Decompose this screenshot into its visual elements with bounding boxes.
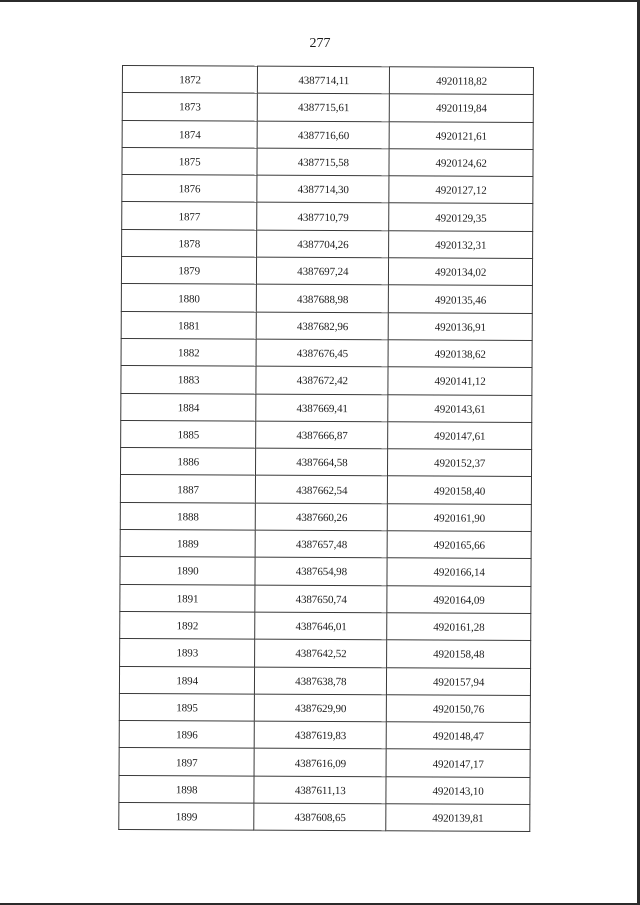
y-coordinate-value: 4920166,14 [433, 567, 485, 580]
x-coordinate-cell [257, 203, 389, 231]
y-coordinate-cell [386, 804, 530, 832]
point-number-value: 1899 [175, 811, 198, 824]
y-coordinate-value: 4920161,90 [433, 512, 486, 525]
table-row [122, 120, 533, 149]
point-number-cell [121, 284, 257, 312]
x-coordinate-cell [256, 530, 388, 558]
y-coordinate-cell [386, 749, 530, 777]
table-row [120, 557, 531, 586]
x-coordinate-cell [254, 749, 386, 777]
point-number-cell [121, 257, 257, 285]
table-row [121, 284, 532, 313]
point-number-value: 1886 [177, 456, 200, 469]
y-coordinate-cell [388, 312, 532, 340]
x-coordinate-cell [255, 667, 387, 695]
table-row [122, 202, 533, 231]
point-number-cell [122, 93, 258, 121]
x-coordinate-cell [258, 93, 390, 121]
point-number-value: 1873 [179, 101, 201, 114]
point-number-value: 1882 [177, 347, 200, 360]
point-number-cell [119, 803, 255, 831]
point-number-value: 1876 [178, 183, 201, 196]
point-number-cell [120, 584, 256, 612]
table-row [122, 93, 533, 122]
point-number-value: 1891 [176, 593, 199, 606]
scan-edge-top [0, 0, 640, 2]
y-coordinate-cell [387, 667, 531, 695]
y-coordinate-value: 4920148,47 [432, 730, 485, 744]
x-coordinate-value: 4387682,96 [296, 320, 349, 333]
x-coordinate-cell [255, 558, 387, 586]
x-coordinate-value: 4387715,61 [297, 102, 350, 115]
point-number-cell [121, 393, 257, 421]
point-number-value: 1893 [176, 647, 199, 660]
point-number-value: 1885 [177, 429, 200, 442]
x-coordinate-value: 4387654,98 [295, 566, 348, 579]
y-coordinate-cell [389, 258, 533, 286]
point-number-cell [122, 202, 258, 230]
table-row [120, 475, 531, 504]
x-coordinate-value: 4387660,26 [295, 511, 348, 524]
x-coordinate-value: 4387676,45 [296, 347, 349, 361]
x-coordinate-value: 4387616,09 [294, 757, 347, 770]
x-coordinate-value: 4387697,24 [297, 266, 349, 279]
point-number-cell [120, 639, 256, 667]
y-coordinate-cell [387, 695, 531, 723]
y-coordinate-cell [387, 531, 531, 559]
point-number-value: 1872 [179, 74, 201, 87]
y-coordinate-value: 4920147,17 [432, 758, 484, 771]
x-coordinate-value: 4387608,65 [294, 812, 346, 825]
point-number-cell [119, 775, 255, 803]
point-number-value: 1894 [176, 674, 199, 688]
y-coordinate-value: 4920157,94 [432, 676, 485, 689]
x-coordinate-value: 4387642,52 [295, 648, 347, 661]
x-coordinate-value: 4387629,90 [295, 702, 347, 716]
x-coordinate-value: 4387715,58 [297, 156, 350, 170]
point-number-value: 1890 [176, 565, 199, 578]
y-coordinate-cell [388, 476, 532, 504]
table-row [119, 748, 530, 777]
y-coordinate-cell [389, 149, 533, 177]
x-coordinate-value: 4387638,78 [295, 675, 347, 688]
table-row [120, 611, 531, 640]
y-coordinate-cell [389, 285, 533, 313]
x-coordinate-cell [255, 639, 387, 667]
x-coordinate-cell [257, 312, 389, 340]
point-number-cell [122, 120, 258, 148]
point-number-cell [121, 338, 257, 366]
x-coordinate-cell [256, 394, 388, 422]
table-row [119, 666, 530, 695]
x-coordinate-cell [256, 421, 388, 449]
y-coordinate-cell [388, 504, 532, 532]
y-coordinate-value: 4920124,62 [435, 157, 487, 170]
point-number-cell [120, 530, 256, 558]
point-number-cell [119, 666, 255, 694]
y-coordinate-cell [388, 422, 532, 450]
table-row [119, 721, 530, 750]
y-coordinate-cell [388, 449, 532, 477]
y-coordinate-cell [388, 340, 532, 368]
x-coordinate-value: 4387650,74 [295, 593, 347, 606]
x-coordinate-value: 4387716,60 [297, 129, 350, 142]
table-row [121, 393, 532, 422]
y-coordinate-cell [387, 640, 531, 668]
y-coordinate-value: 4920139,81 [432, 812, 484, 825]
table-row [121, 311, 532, 340]
x-coordinate-cell [255, 585, 387, 613]
y-coordinate-value: 4920143,10 [432, 785, 484, 798]
page-number: 277 [309, 36, 331, 51]
x-coordinate-cell [256, 476, 388, 504]
table-row [121, 257, 532, 286]
y-coordinate-value: 4920143,61 [434, 403, 486, 416]
y-coordinate-cell [390, 94, 534, 122]
x-coordinate-cell [258, 121, 390, 149]
table-row [120, 502, 531, 531]
table-row [121, 366, 532, 395]
x-coordinate-cell [257, 230, 389, 258]
point-number-cell [121, 366, 257, 394]
y-coordinate-cell [387, 585, 531, 613]
table-row [120, 639, 531, 668]
point-number-cell [120, 557, 256, 585]
y-coordinate-cell [389, 121, 533, 149]
point-number-value: 1897 [175, 756, 198, 769]
y-coordinate-value: 4920152,37 [434, 457, 486, 471]
point-number-cell [119, 721, 255, 749]
y-coordinate-value: 4920132,31 [435, 239, 487, 252]
y-coordinate-cell [386, 777, 530, 805]
table-row [120, 530, 531, 559]
point-number-cell [120, 448, 256, 476]
y-coordinate-value: 4920147,61 [434, 430, 486, 443]
x-coordinate-cell [256, 503, 388, 531]
point-number-value: 1879 [178, 265, 201, 278]
x-coordinate-value: 4387664,58 [296, 457, 348, 470]
y-coordinate-value: 4920129,35 [435, 212, 487, 225]
y-coordinate-cell [389, 203, 533, 231]
point-number-value: 1895 [176, 702, 198, 715]
point-number-cell [121, 420, 257, 448]
coordinates-table-body [119, 66, 534, 832]
x-coordinate-value: 4387646,01 [295, 620, 347, 634]
y-coordinate-value: 4920141,12 [434, 375, 486, 389]
point-number-value: 1880 [178, 292, 200, 305]
y-coordinate-value: 4920127,12 [435, 184, 487, 198]
point-number-value: 1884 [177, 401, 200, 415]
y-coordinate-value: 4920138,62 [434, 348, 486, 361]
y-coordinate-value: 4920136,91 [434, 321, 487, 334]
point-number-value: 1875 [178, 156, 201, 169]
x-coordinate-cell [257, 175, 389, 203]
point-number-cell [120, 502, 256, 530]
x-coordinate-cell [258, 66, 390, 94]
table-row [119, 693, 530, 722]
y-coordinate-cell [388, 367, 532, 395]
x-coordinate-cell [255, 694, 387, 722]
x-coordinate-value: 4387688,98 [297, 293, 349, 306]
x-coordinate-value: 4387672,42 [296, 375, 348, 388]
x-coordinate-value: 4387662,54 [296, 484, 348, 497]
y-coordinate-cell [389, 176, 533, 204]
x-coordinate-cell [254, 776, 386, 804]
point-number-value: 1887 [177, 483, 199, 496]
table-row [121, 420, 532, 449]
y-coordinate-value: 4920165,66 [433, 539, 485, 552]
table-row [122, 147, 533, 176]
point-number-cell [120, 611, 256, 639]
y-coordinate-value: 4920118,82 [436, 75, 488, 88]
point-number-value: 1892 [176, 620, 199, 633]
y-coordinate-cell [388, 394, 532, 422]
point-number-value: 1898 [175, 784, 198, 797]
table-row [122, 66, 533, 95]
y-coordinate-value: 4920121,61 [435, 130, 487, 143]
point-number-value: 1883 [177, 374, 200, 387]
y-coordinate-value: 4920164,09 [433, 594, 485, 607]
table-row [119, 803, 530, 832]
y-coordinate-value: 4920119,84 [435, 102, 487, 116]
y-coordinate-value: 4920158,48 [433, 648, 485, 662]
point-number-value: 1877 [178, 210, 201, 224]
x-coordinate-cell [257, 148, 389, 176]
x-coordinate-value: 4387714,11 [298, 75, 350, 88]
y-coordinate-value: 4920134,02 [434, 266, 487, 280]
x-coordinate-value: 4387657,48 [295, 539, 348, 552]
x-coordinate-cell [256, 366, 388, 394]
table-row [120, 584, 531, 613]
x-coordinate-value: 4387714,30 [297, 184, 349, 197]
y-coordinate-cell [387, 613, 531, 641]
x-coordinate-value: 4387669,41 [296, 402, 348, 415]
point-number-value: 1896 [176, 729, 198, 742]
x-coordinate-cell [256, 448, 388, 476]
y-coordinate-cell [389, 231, 533, 259]
x-coordinate-cell [256, 339, 388, 367]
coordinates-table [118, 65, 534, 832]
x-coordinate-cell [254, 803, 386, 831]
table-row [120, 448, 531, 477]
x-coordinate-value: 4387704,26 [297, 238, 349, 252]
point-number-value: 1889 [177, 538, 199, 551]
point-number-cell [122, 66, 258, 94]
table-row [122, 175, 533, 204]
x-coordinate-cell [255, 612, 387, 640]
point-number-cell [122, 175, 258, 203]
y-coordinate-value: 4920158,40 [433, 485, 486, 498]
point-number-value: 1878 [178, 238, 201, 251]
y-coordinate-value: 4920150,76 [432, 703, 485, 716]
point-number-cell [121, 311, 257, 339]
x-coordinate-cell [257, 257, 389, 285]
table-row [121, 338, 532, 367]
y-coordinate-cell [386, 722, 530, 750]
point-number-value: 1888 [177, 511, 199, 524]
point-number-cell [122, 147, 258, 175]
point-number-value: 1881 [178, 320, 200, 333]
x-coordinate-value: 4387611,13 [294, 784, 346, 797]
y-coordinate-cell [390, 67, 534, 95]
point-number-value: 1874 [179, 129, 201, 142]
point-number-cell [119, 748, 255, 776]
x-coordinate-value: 4387710,79 [297, 211, 349, 224]
y-coordinate-value: 4920135,46 [434, 294, 487, 307]
table-row [122, 229, 533, 258]
y-coordinate-cell [387, 558, 531, 586]
x-coordinate-value: 4387619,83 [294, 730, 347, 743]
point-number-cell [122, 229, 258, 257]
x-coordinate-cell [257, 285, 389, 313]
y-coordinate-value: 4920161,28 [433, 621, 485, 634]
table-row [119, 775, 530, 804]
x-coordinate-cell [255, 721, 387, 749]
x-coordinate-value: 4387666,87 [296, 429, 348, 443]
point-number-cell [119, 693, 255, 721]
point-number-cell [120, 475, 256, 503]
